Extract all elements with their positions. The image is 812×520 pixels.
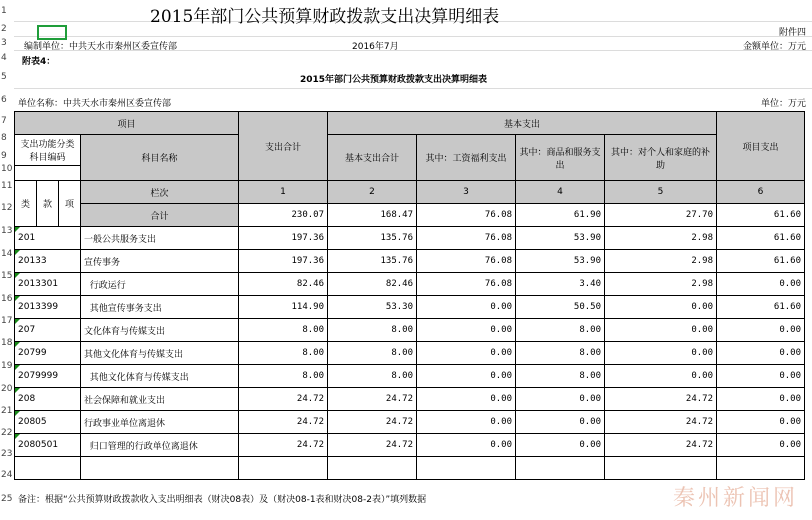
empty-cell[interactable] [15, 457, 81, 480]
empty-cell[interactable] [605, 457, 717, 480]
name-cell[interactable]: 其他文化体育与传媒支出 [81, 365, 239, 388]
total-cell[interactable]: 230.07 [239, 204, 328, 227]
value-cell[interactable]: 24.72 [605, 434, 717, 457]
value-cell[interactable]: 2.98 [605, 273, 717, 296]
value-cell[interactable]: 0.00 [417, 434, 516, 457]
table-row [15, 296, 805, 319]
table-row [15, 411, 805, 434]
table-row [15, 227, 805, 250]
empty-cell[interactable] [516, 457, 605, 480]
row-number[interactable]: 25 [1, 494, 13, 504]
value-cell[interactable]: 82.46 [239, 273, 328, 296]
value-cell[interactable]: 24.72 [605, 388, 717, 411]
name-cell[interactable]: 行政事业单位离退休 [81, 411, 239, 434]
header-basic-expense: 基本支出 [328, 112, 717, 135]
table-row [15, 319, 805, 342]
header-item: 项目 [15, 112, 239, 135]
row-number[interactable]: 15 [1, 271, 13, 281]
total-cell[interactable]: 61.60 [717, 204, 805, 227]
row-number[interactable]: 17 [1, 316, 13, 326]
value-cell[interactable]: 135.76 [328, 227, 417, 250]
value-cell[interactable]: 0.00 [605, 319, 717, 342]
name-cell[interactable]: 其他宣传事务支出 [81, 296, 239, 319]
value-cell[interactable]: 197.36 [239, 227, 328, 250]
total-cell[interactable]: 61.90 [516, 204, 605, 227]
row-number[interactable]: 8 [1, 133, 7, 143]
value-cell[interactable]: 0.00 [417, 296, 516, 319]
value-cell[interactable]: 0.00 [717, 273, 805, 296]
col-index-4: 4 [516, 181, 605, 204]
value-cell[interactable]: 197.36 [239, 250, 328, 273]
name-cell[interactable]: 其他文化体育与传媒支出 [81, 342, 239, 365]
table-row [15, 434, 805, 457]
row-number[interactable]: 24 [1, 470, 13, 480]
value-cell[interactable]: 8.00 [516, 342, 605, 365]
value-cell[interactable]: 0.00 [717, 411, 805, 434]
value-cell[interactable]: 53.90 [516, 227, 605, 250]
code-cell[interactable]: 2013301 [15, 273, 81, 296]
value-cell[interactable]: 0.00 [717, 434, 805, 457]
header-total-expense: 支出合计 [239, 112, 328, 181]
footnote: 备注：根据“公共预算财政拨款收入支出明细表（财决08表）及（财决08-1表和财决08-2表）”填列数据 [18, 495, 427, 505]
header-func-code-filler [15, 166, 81, 181]
empty-cell[interactable] [328, 457, 417, 480]
attachment-label: 附件四 [778, 28, 806, 38]
row-number[interactable]: 22 [1, 428, 13, 438]
code-cell[interactable]: 2080501 [15, 434, 81, 457]
header-goods-services: 其中：商品和服务支出 [516, 135, 605, 181]
value-cell[interactable]: 8.00 [328, 342, 417, 365]
value-cell[interactable]: 0.00 [605, 296, 717, 319]
row-number[interactable]: 2 [1, 24, 7, 34]
value-cell[interactable]: 76.08 [417, 250, 516, 273]
value-cell[interactable]: 76.08 [417, 273, 516, 296]
value-cell[interactable]: 0.00 [717, 342, 805, 365]
empty-cell[interactable] [239, 457, 328, 480]
value-cell[interactable]: 61.60 [717, 296, 805, 319]
value-cell[interactable]: 8.00 [516, 365, 605, 388]
value-cell[interactable]: 0.00 [417, 319, 516, 342]
table-row [15, 342, 805, 365]
value-cell[interactable]: 24.72 [328, 434, 417, 457]
value-cell[interactable]: 24.72 [239, 411, 328, 434]
header-basic-total: 基本支出合计 [328, 135, 417, 181]
value-cell[interactable]: 0.00 [605, 342, 717, 365]
header-kuan: 款 [37, 181, 59, 227]
value-cell[interactable]: 8.00 [239, 365, 328, 388]
row-number[interactable]: 1 [1, 6, 7, 16]
value-cell[interactable]: 2.98 [605, 250, 717, 273]
code-cell[interactable]: 20805 [15, 411, 81, 434]
value-cell[interactable]: 135.76 [328, 250, 417, 273]
value-cell[interactable]: 0.00 [717, 365, 805, 388]
row-divider [14, 88, 812, 89]
row-number[interactable]: 18 [1, 338, 13, 348]
row-divider [14, 36, 812, 37]
row-number[interactable]: 5 [1, 72, 7, 82]
value-cell[interactable]: 0.00 [417, 365, 516, 388]
value-cell[interactable]: 0.00 [417, 411, 516, 434]
row-number[interactable]: 7 [1, 116, 7, 126]
row-number[interactable]: 14 [1, 249, 13, 259]
header-subject-name: 科目名称 [81, 135, 239, 181]
unit-label: 单位：万元 [760, 99, 806, 109]
value-cell[interactable]: 8.00 [516, 319, 605, 342]
value-cell[interactable]: 61.60 [717, 250, 805, 273]
value-cell[interactable]: 8.00 [328, 365, 417, 388]
value-cell[interactable]: 76.08 [417, 227, 516, 250]
row-number[interactable]: 13 [1, 226, 13, 236]
header-rank: 栏次 [81, 181, 239, 204]
header-project-expense: 项目支出 [717, 112, 805, 181]
col-index-2: 2 [328, 181, 417, 204]
value-cell[interactable]: 0.00 [605, 365, 717, 388]
code-cell[interactable]: 20799 [15, 342, 81, 365]
code-cell[interactable]: 208 [15, 388, 81, 411]
value-cell[interactable]: 114.90 [239, 296, 328, 319]
total-cell[interactable]: 76.08 [417, 204, 516, 227]
code-cell[interactable]: 201 [15, 227, 81, 250]
name-cell[interactable]: 宣传事务 [81, 250, 239, 273]
empty-cell[interactable] [81, 457, 239, 480]
selected-cell[interactable] [37, 25, 67, 40]
value-cell[interactable]: 0.00 [417, 388, 516, 411]
row-number[interactable]: 9 [1, 151, 7, 161]
header-xiang: 项 [59, 181, 81, 227]
unit-name: 单位名称：中共天水市秦州区委宣传部 [18, 99, 172, 109]
value-cell[interactable]: 0.00 [516, 411, 605, 434]
total-label: 合计 [81, 204, 239, 227]
table-row [15, 365, 805, 388]
row-number[interactable]: 4 [1, 53, 7, 63]
value-cell[interactable]: 53.30 [328, 296, 417, 319]
value-cell[interactable]: 3.40 [516, 273, 605, 296]
value-cell[interactable]: 0.00 [717, 388, 805, 411]
table-row [15, 388, 805, 411]
value-cell[interactable]: 8.00 [328, 319, 417, 342]
row-number[interactable]: 23 [1, 449, 13, 459]
header-lei: 类 [15, 181, 37, 227]
row-number[interactable]: 11 [1, 181, 13, 191]
attached-table-label: 附表4： [22, 57, 56, 67]
row-number[interactable]: 16 [1, 294, 13, 304]
page-title: 2015年部门公共预算财政拨款支出决算明细表 [150, 7, 500, 27]
code-cell[interactable]: 2079999 [15, 365, 81, 388]
name-cell[interactable]: 社会保障和就业支出 [81, 388, 239, 411]
header-wage-welfare: 其中：工资福利支出 [417, 135, 516, 181]
table-row-empty [15, 457, 805, 480]
value-cell[interactable]: 53.90 [516, 250, 605, 273]
table-row [15, 250, 805, 273]
empty-cell[interactable] [417, 457, 516, 480]
value-cell[interactable]: 24.72 [239, 434, 328, 457]
code-cell[interactable]: 20133 [15, 250, 81, 273]
row-number[interactable]: 10 [1, 164, 13, 174]
value-cell[interactable]: 50.50 [516, 296, 605, 319]
report-date: 2016年7月 [352, 42, 399, 52]
name-cell[interactable]: 一般公共服务支出 [81, 227, 239, 250]
col-index-1: 1 [239, 181, 328, 204]
col-index-6: 6 [717, 181, 805, 204]
header-func-code: 支出功能分类科目编码 [15, 135, 81, 166]
col-index-5: 5 [605, 181, 717, 204]
value-cell[interactable]: 61.60 [717, 227, 805, 250]
value-cell[interactable]: 24.72 [239, 388, 328, 411]
value-cell[interactable]: 24.72 [328, 411, 417, 434]
header-personal-subsidy: 其中：对个人和家庭的补助 [605, 135, 717, 181]
value-cell[interactable]: 2.98 [605, 227, 717, 250]
total-cell[interactable]: 27.70 [605, 204, 717, 227]
amount-unit-top: 金额单位：万元 [742, 42, 806, 52]
value-cell[interactable]: 0.00 [516, 434, 605, 457]
value-cell[interactable]: 0.00 [717, 319, 805, 342]
value-cell[interactable]: 8.00 [239, 319, 328, 342]
row-number[interactable]: 3 [1, 38, 7, 48]
table-subtitle: 2015年部门公共预算财政拨款支出决算明细表 [300, 75, 488, 85]
table-row [15, 273, 805, 296]
name-cell[interactable]: 归口管理的行政单位离退休 [81, 434, 239, 457]
name-cell[interactable]: 文化体育与传媒支出 [81, 319, 239, 342]
total-cell[interactable]: 168.47 [328, 204, 417, 227]
value-cell[interactable]: 0.00 [417, 342, 516, 365]
site-watermark: 秦州新闻网 [672, 486, 798, 511]
value-cell[interactable]: 82.46 [328, 273, 417, 296]
row-number-column [0, 0, 13, 520]
code-cell[interactable]: 207 [15, 319, 81, 342]
name-cell[interactable]: 行政运行 [81, 273, 239, 296]
value-cell[interactable]: 8.00 [239, 342, 328, 365]
value-cell[interactable]: 0.00 [516, 388, 605, 411]
code-cell[interactable]: 2013399 [15, 296, 81, 319]
value-cell[interactable]: 24.72 [605, 411, 717, 434]
budget-table [14, 111, 805, 480]
value-cell[interactable]: 24.72 [328, 388, 417, 411]
row-number[interactable]: 21 [1, 406, 13, 416]
prepare-unit: 编制单位：中共天水市秦州区委宣传部 [24, 42, 178, 52]
row-number[interactable]: 20 [1, 384, 13, 394]
row-number[interactable]: 19 [1, 361, 13, 371]
row-number[interactable]: 12 [1, 203, 13, 213]
col-index-3: 3 [417, 181, 516, 204]
empty-cell[interactable] [717, 457, 805, 480]
row-number[interactable]: 6 [1, 95, 7, 105]
